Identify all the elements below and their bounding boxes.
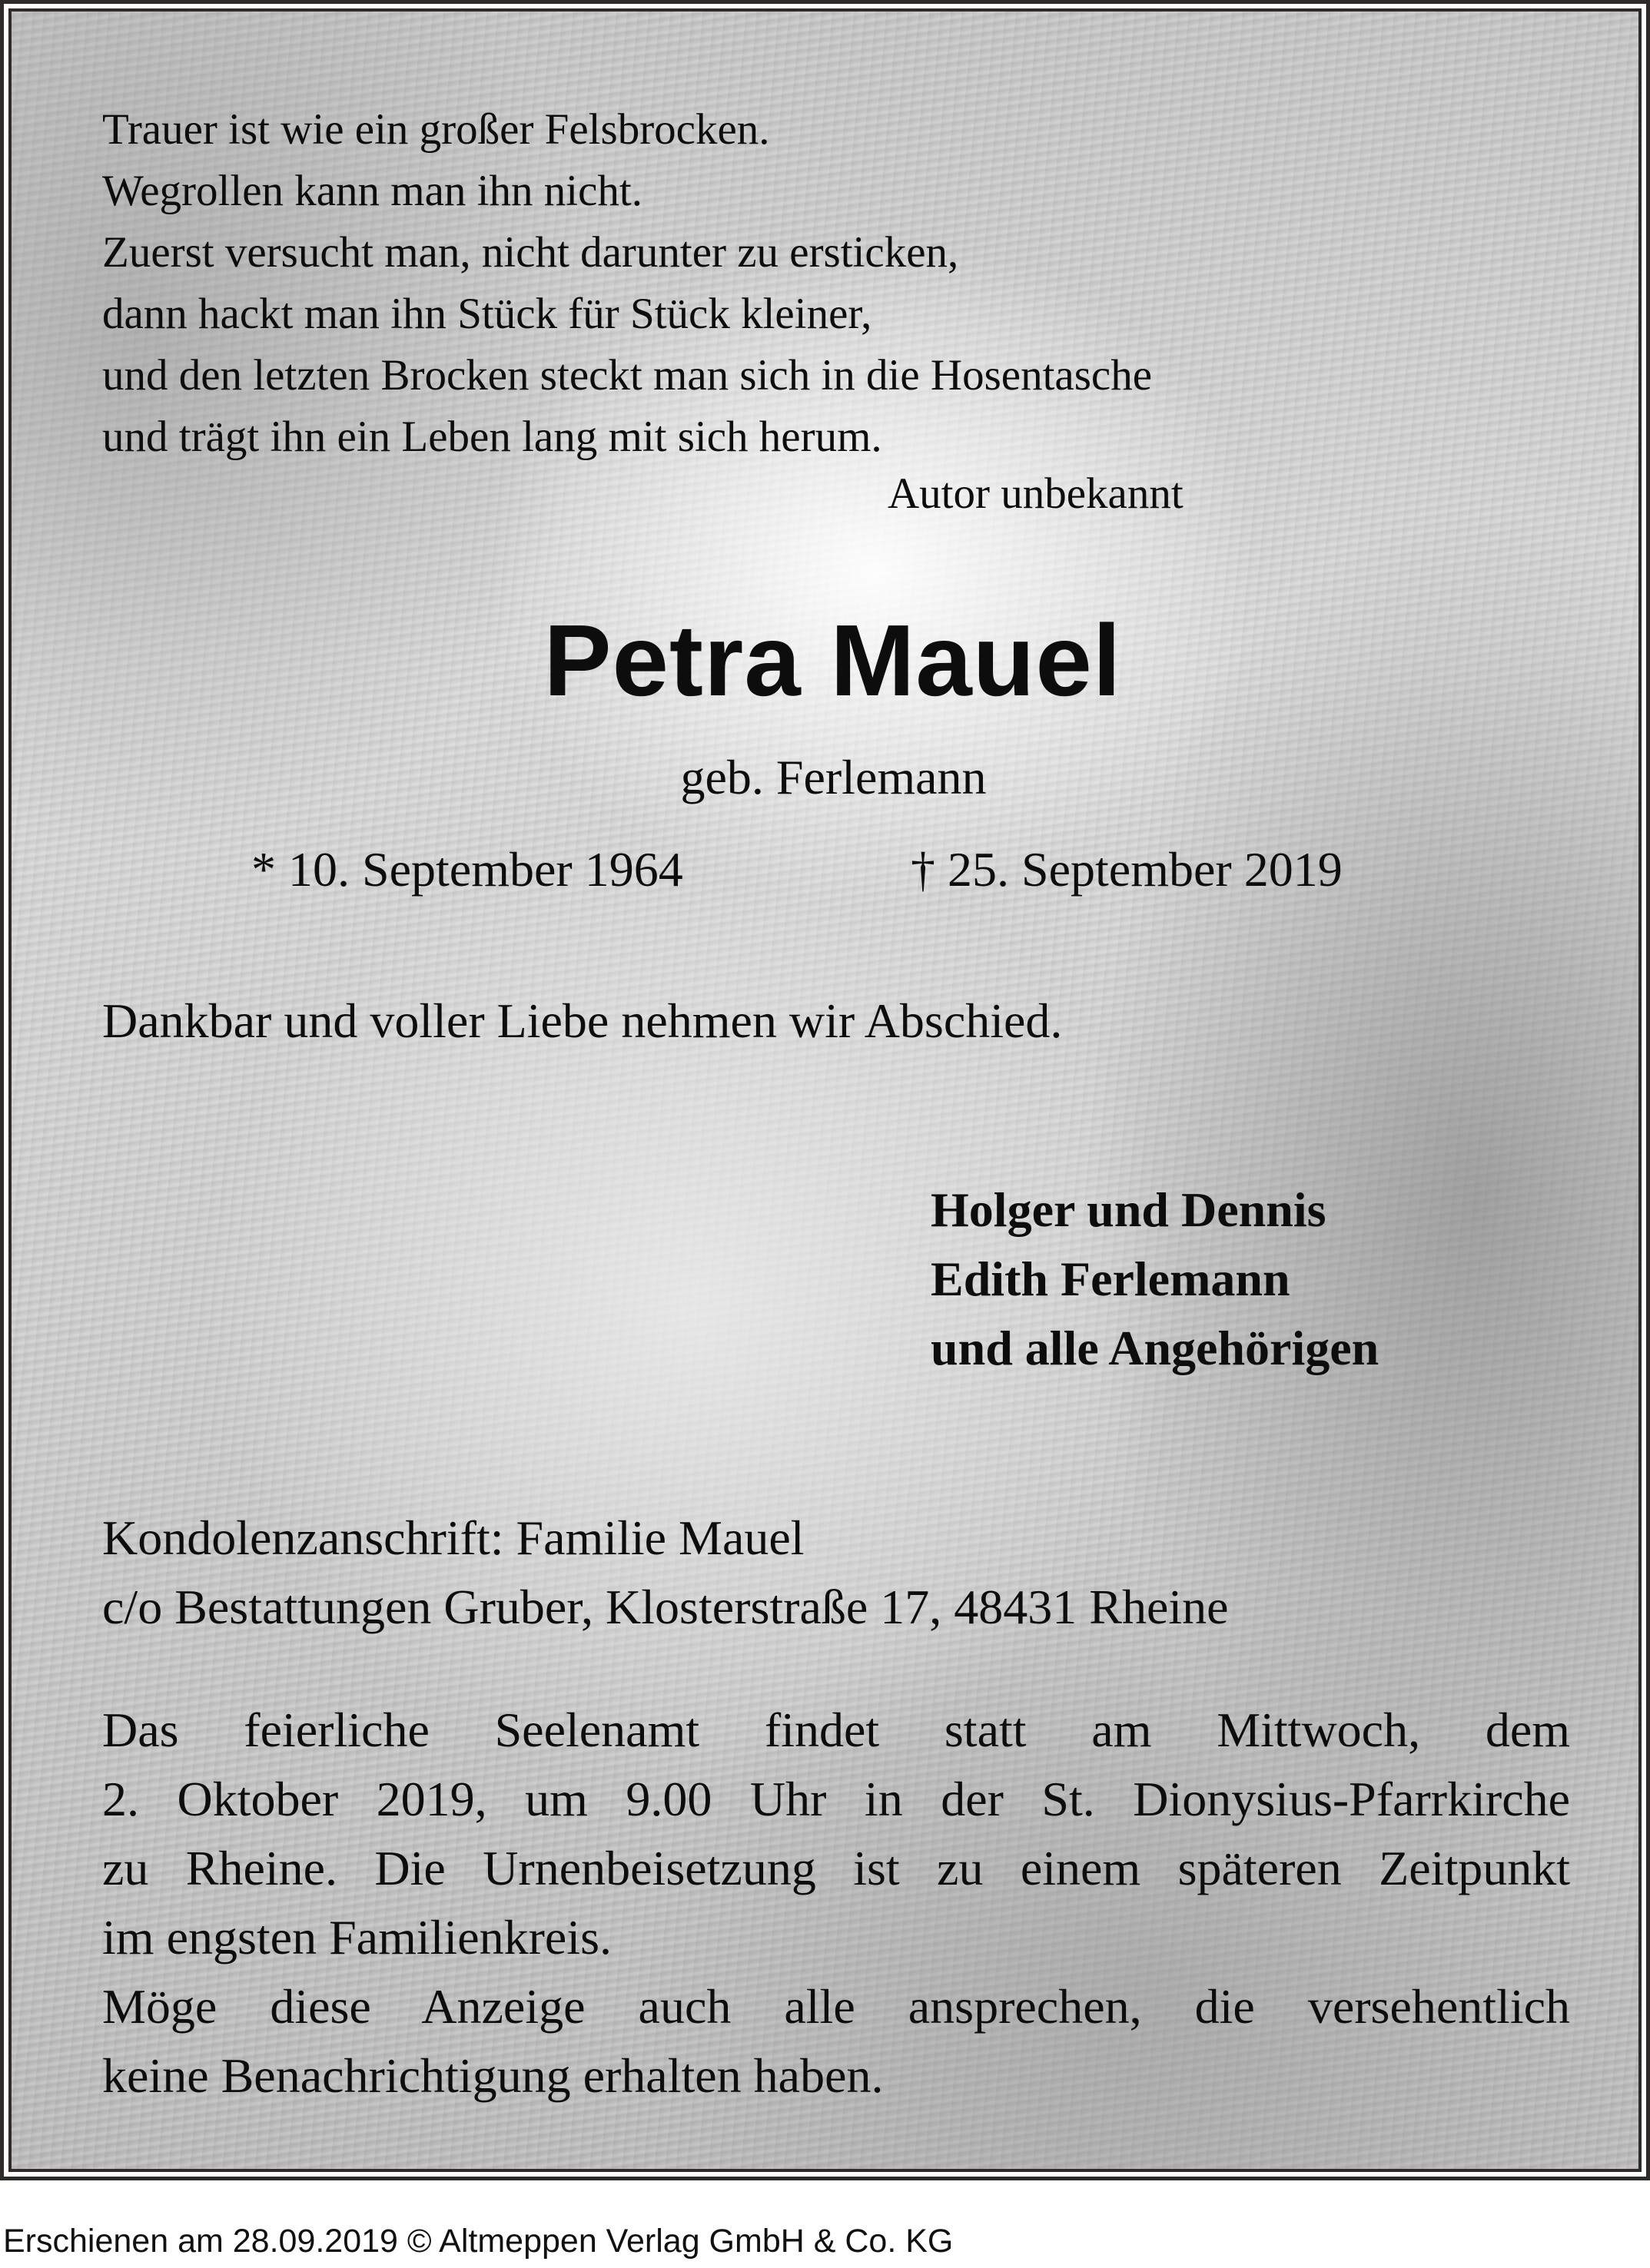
- mourners: [931, 1175, 1379, 1383]
- service-line: keine Benachrichtigung erhalten haben.: [102, 2048, 884, 2103]
- poem-line: und den letzten Brocken steckt man sich in die Hosentasche: [102, 351, 1152, 400]
- deceased-name: Petra Mauel: [543, 604, 1122, 717]
- mourner-line: und alle Angehörigen: [931, 1321, 1379, 1375]
- condolence-line: Kondolenzanschrift: Familie Mauel: [102, 1510, 805, 1565]
- mourner-line: Edith Ferlemann: [931, 1252, 1290, 1306]
- obituary-background: [8, 8, 1642, 2172]
- service-line: im engsten Familienkreis.: [102, 1910, 612, 1965]
- death-date: † 25. September 2019: [911, 842, 1343, 897]
- service-line: Möge diese Anzeige auch alle ansprechen, die versehentlich: [102, 1979, 1570, 2034]
- poem-line: Zuerst versucht man, nicht darunter zu ersticken,: [102, 228, 959, 277]
- poem-line: und trägt ihn ein Leben lang mit sich herum.: [102, 413, 882, 461]
- poem-author: Autor unbekannt: [888, 469, 1184, 518]
- publication-footer: Erschienen am 28.09.2019 © Altmeppen Verlag GmbH & Co. KG: [3, 2223, 954, 2260]
- condolence-address: [102, 1504, 1229, 1642]
- poem-line: Wegrollen kann man ihn nicht.: [102, 167, 642, 215]
- service-line: 2. Oktober 2019, um 9.00 Uhr in der St. Dionysius-Pfarrkirche: [102, 1772, 1570, 1826]
- service-announcement: [102, 1696, 1570, 2110]
- maiden-name: geb. Ferlemann: [680, 750, 987, 804]
- farewell-text: Dankbar und voller Liebe nehmen wir Abschied.: [102, 993, 1063, 1048]
- poem-line: Trauer ist wie ein großer Felsbrocken.: [102, 105, 770, 154]
- mourner-line: Holger und Dennis: [931, 1182, 1326, 1237]
- birth-date: * 10. September 1964: [251, 842, 683, 897]
- service-line: zu Rheine. Die Urnenbeisetzung ist zu einem späteren Zeitpunkt: [102, 1841, 1570, 1895]
- poem: [102, 99, 1152, 468]
- poem-line: dann hackt man ihn Stück für Stück kleiner,: [102, 290, 872, 338]
- service-line: Das feierliche Seelenamt findet statt am Mittwoch, dem: [102, 1703, 1570, 1757]
- condolence-line: c/o Bestattungen Gruber, Klosterstraße 17, 48431 Rheine: [102, 1580, 1229, 1634]
